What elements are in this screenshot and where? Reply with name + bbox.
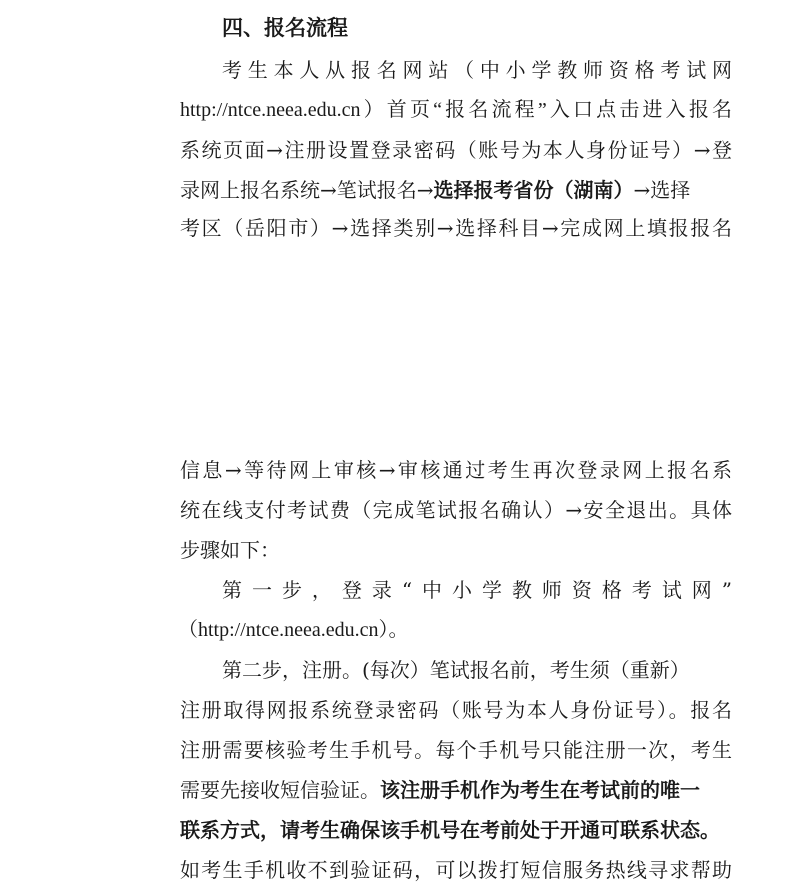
paragraph-line: 注册需要核验考生手机号。每个手机号只能注册一次，考生 [180, 738, 732, 762]
text-run: →选择 [633, 178, 691, 202]
bold-text-run: 该注册手机作为考生在考试前的唯一 [380, 778, 700, 802]
paragraph-line: 考区（岳阳市）→选择类别→选择科目→完成网上填报报名 [180, 216, 732, 240]
paragraph-line: http://ntce.neea.edu.cn）首页“报名流程”入口点击进入报名 [180, 99, 732, 121]
paragraph-line: 如考生手机收不到验证码，可以拨打短信服务热线寻求帮助 [180, 858, 732, 882]
paragraph-line: 步骤如下： [180, 538, 280, 562]
bold-paragraph-line: 联系方式，请考生确保该手机号在考前处于开通可联系状态。 [180, 818, 720, 842]
paragraph-line: 第一步，登录“中小学教师资格考试网” [222, 578, 732, 602]
paragraph-line [180, 776, 732, 804]
section-heading: 四、报名流程 [222, 16, 348, 40]
paragraph-line: 信息→等待网上审核→审核通过考生再次登录网上报名系 [180, 458, 732, 482]
paragraph-line: 考生本人从报名网站（中小学教师资格考试网 [222, 58, 732, 82]
paragraph-line: 系统页面→注册设置登录密码（账号为本人身份证号）→登 [180, 138, 732, 162]
paragraph-line: 注册取得网报系统登录密码（账号为本人身份证号）。报名 [180, 698, 732, 722]
url-line: （http://ntce.neea.edu.cn）。 [178, 619, 409, 641]
paragraph-line [180, 176, 732, 204]
paragraph-line: 统在线支付考试费（完成笔试报名确认）→安全退出。具体 [180, 498, 732, 522]
text-run: 需要先接收短信验证。 [180, 778, 380, 802]
text-run: 录网上报名系统→笔试报名→ [180, 178, 434, 202]
paragraph-line: 第二步，注册。(每次）笔试报名前，考生须（重新） [222, 658, 690, 682]
bold-text-run: 选择报考省份（湖南） [433, 178, 634, 202]
